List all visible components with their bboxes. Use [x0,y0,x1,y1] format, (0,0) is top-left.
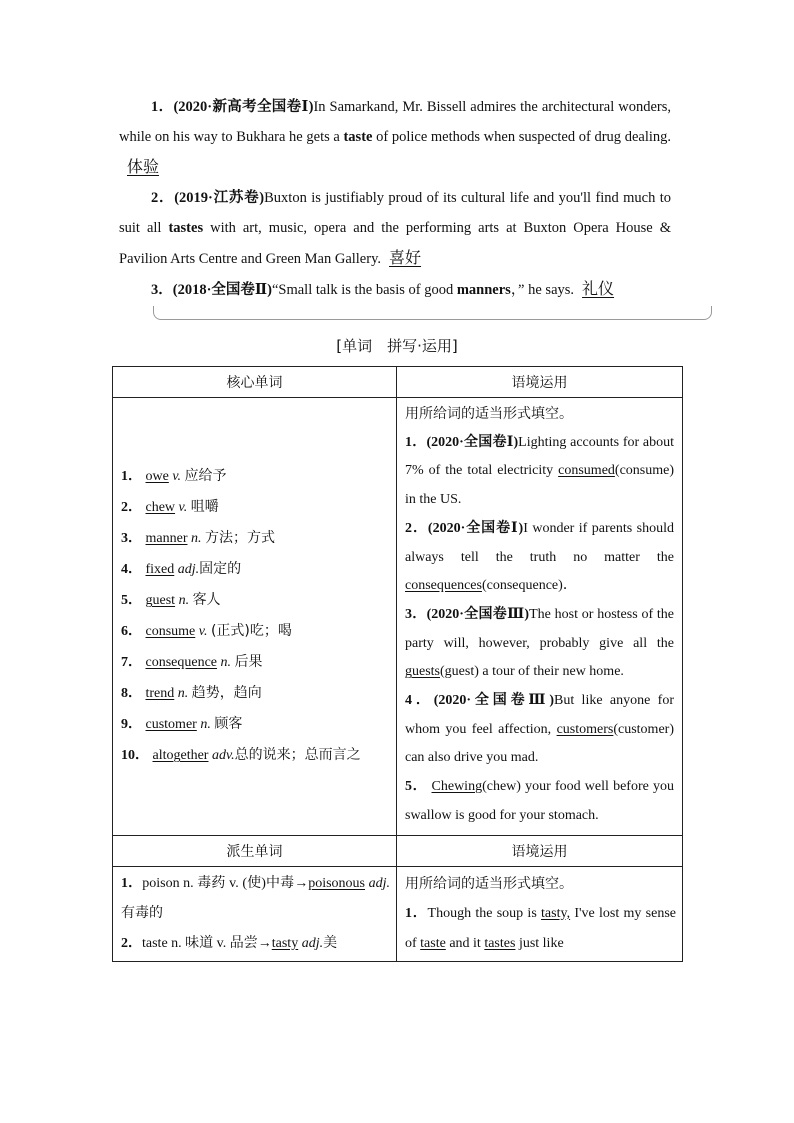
header-core-words: 核心单词 [113,367,397,398]
derived-context-instruction: 用所给词的适当形式填空。 [405,875,573,892]
context-usage-cell [397,398,683,836]
example-text: In Samarkand, Mr. Bissell admires the architectural wonders, while on his way to Bukhara he gets a [119,99,671,145]
context-item-3: 3．(2020·全国卷Ⅲ)The host or hostess of the party will, however, probably give all the guests(guest) a tour of their new home. [405,606,675,680]
intro-example-3 [119,274,671,305]
core-word-item: 4． fixed adj.固定的 [121,561,242,578]
core-word: manner [145,531,188,547]
core-word: altogether [152,748,209,764]
example-source: (2020·新高考全国卷Ⅰ) [173,99,314,115]
example-keyword: manners [456,282,511,298]
example-number: 2． [151,190,175,206]
vocab-table [112,366,683,962]
intro-example-2 [119,183,671,274]
context-answer: Chewing [431,779,483,795]
example-text: ，” he says. [510,282,575,298]
core-word-item: 2． chew v. 咀嚼 [121,499,219,516]
core-word-item: 5． guest n. 客人 [121,592,221,609]
section-title: [单词 拼写·运用] [336,337,458,355]
example-keyword: tastes [168,220,204,236]
core-word: consume [145,624,196,640]
derived-words-cell [113,866,397,961]
core-word-item: 10． altogether adv.总的说来；总而言之 [121,747,361,764]
context-instruction: 用所给词的适当形式填空。 [405,406,573,422]
header-derived-words: 派生单词 [113,835,397,866]
section-bracket [153,306,712,320]
core-word: customer [145,717,197,733]
context-item-1: 1．(2020·全国卷Ⅰ)Lighting accounts for about 7% of the total electricity consumed(consume) in the US. [405,434,674,508]
example-source: (2018·全国卷Ⅱ) [172,282,272,298]
core-word: owe [145,469,169,485]
context-answer: consumed [558,463,615,479]
core-word-item: 6． consume v. (正式)吃；喝 [121,623,292,640]
core-word: chew [145,500,176,516]
derived-context-answer: taste [420,935,446,951]
context-item-5: 5． Chewing(chew) your food well before you swallow is good for your stomach. [405,779,674,823]
example-text: with art, music, opera and the performing arts at Buxton Opera House & Pavilion Arts Centre and Green Man Gallery. [119,220,671,267]
derived-item-2: 2．taste n. 味道 v. 品尝→tasty adj.美 [121,935,338,951]
example-text: Buxton is justifiably proud of its cultural life and you'll find much to suit all [119,190,672,236]
context-answer: guests [405,664,440,680]
intro-examples [119,92,671,305]
core-word: fixed [145,562,175,578]
example-number: 3． [151,282,173,298]
core-word-item: 9． customer n. 顾客 [121,716,243,733]
derived-answer: poisonous [308,875,365,891]
context-item-2: 2．(2020·全国卷Ⅰ)I wonder if parents should always tell the truth no matter the consequences(consequence)． [405,520,674,594]
example-text: of police methods when suspected of drug dealing. [372,129,671,145]
core-word-item: 3． manner n. 方法；方式 [121,530,275,547]
core-word-item: 8． trend n. 趋势，趋向 [121,685,262,702]
core-word: trend [145,686,175,702]
derived-item-1: 1．poison n. 毒药 v. (使)中毒→poisonous adj.有毒的 [121,875,391,921]
derived-context-answer: tastes [484,935,516,951]
core-word-item: 7． consequence n. 后果 [121,654,263,671]
example-number: 1． [151,99,174,115]
example-keyword: taste [343,129,373,145]
context-answer: consequences [405,578,482,594]
header-context-usage-2: 语境运用 [397,835,683,866]
example-answer: 喜好 [389,248,422,267]
derived-context-cell [397,866,683,961]
core-word: guest [145,593,176,609]
context-item-4: 4．(2020·全国卷Ⅲ)But like anyone for whom you feel affection, customers(customer) can also drive you mad. [405,693,674,766]
example-text: “Small talk is the basis of good [271,282,457,298]
intro-example-1 [119,92,671,183]
header-context-usage: 语境运用 [397,367,683,398]
derived-context-answer: tasty, [541,905,571,921]
core-word-item: 1． owe v. 应给予 [121,468,227,485]
derived-answer: tasty [271,935,299,951]
example-source: (2019·江苏卷) [174,190,265,206]
core-words-cell [113,398,397,836]
example-answer: 礼仪 [582,279,615,298]
core-word: consequence [145,655,218,671]
context-answer: customers [556,721,614,737]
example-answer: 体验 [127,157,160,176]
derived-context-item-1: 1．Though the soup is tasty, I've lost my sense of taste and it tastes just like [405,905,676,951]
